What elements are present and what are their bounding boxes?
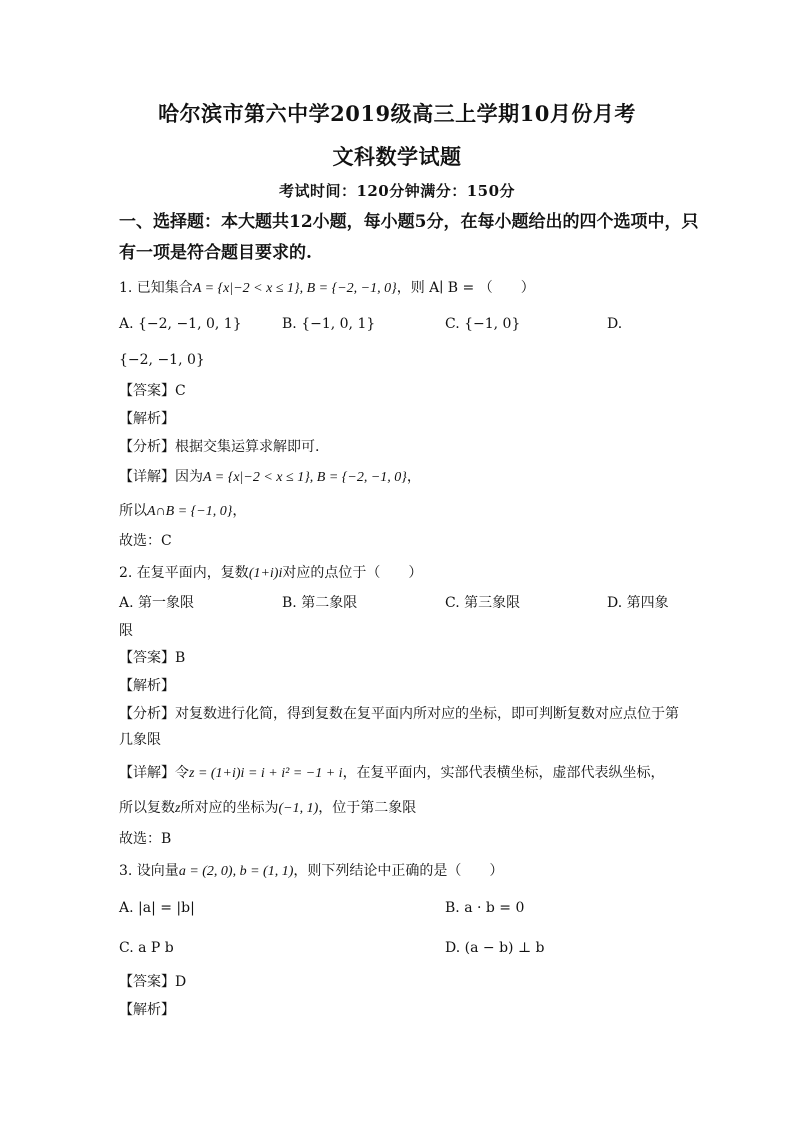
exam-info: 考试时间：120分钟满分：150分 (278, 182, 516, 200)
q2-stem (119, 563, 422, 584)
q2-detail-math: z = (1+i)i = i + i² = −1 + i (189, 766, 343, 781)
q1-detail-line2-math: A∩B = {−1, 0} (147, 504, 233, 519)
q2-detail-suffix: ，在复平面内，实部代表横坐标，虚部代表纵坐标， (342, 765, 665, 781)
q1-option-d: D. (607, 316, 623, 332)
q2-detail (119, 763, 665, 784)
q2-option-b: B. 第二象限 (282, 595, 358, 611)
q1-option-b: B. {−1, 0, 1} (282, 316, 376, 332)
q2-fenxi-line2: 几象限 (119, 732, 161, 748)
q1-option-c: C. {−1, 0} (445, 316, 521, 332)
q3-stem (119, 861, 503, 882)
q3-stem-suffix: ，则下列结论中正确的是（ ） (293, 863, 504, 879)
q1-detail (119, 467, 421, 488)
q3-option-b: B. a · b = 0 (445, 900, 525, 916)
section-heading-line1: 一、选择题：本大题共12小题，每小题5分，在每小题给出的四个选项中，只 (119, 212, 699, 232)
q1-stem-suffix: ，则 A∣ B = （ ） (396, 280, 535, 296)
q2-detail-line2-z: z (175, 801, 181, 816)
q3-option-a: A. |a| = |b| (119, 900, 195, 916)
q2-fenxi-line1: 【分析】对复数进行化简，得到复数在复平面内所对应的坐标，即可判断复数对应点位于第 (119, 706, 679, 722)
q2-stem-suffix: 对应的点位于（ ） (282, 565, 423, 581)
q2-detail-line2-prefix: 所以复数 (119, 800, 175, 816)
q1-conclusion: 故选：C (119, 533, 172, 549)
section-heading-line2: 有一项是符合题目要求的. (119, 243, 312, 263)
q3-stem-math: a = (2, 0), b = (1, 1) (178, 864, 294, 879)
document-subtitle: 文科数学试题 (332, 144, 462, 169)
q1-detail-suffix: ， (406, 469, 421, 485)
q1-stem-math: A = {x|−2 < x ≤ 1}, B = {−2, −1, 0} (192, 281, 397, 296)
q2-option-a: A. 第一象限 (119, 595, 195, 611)
q1-detail-line2-suffix: ， (232, 503, 247, 519)
q2-detail-line2 (119, 798, 416, 819)
q1-detail-line2-prefix: 所以 (119, 503, 147, 519)
q1-detail-prefix: 【详解】因为 (119, 469, 203, 485)
q2-stem-math: (1+i)i (248, 566, 283, 581)
q3-answer: 【答案】D (119, 974, 187, 990)
q2-detail-line2-math: (−1, 1) (278, 801, 319, 816)
q2-stem-prefix: 2. 在复平面内，复数 (119, 565, 249, 581)
q2-option-d: D. 第四象 (607, 595, 669, 611)
q3-stem-prefix: 3. 设向量 (119, 863, 179, 879)
q1-analysis-label: 【解析】 (119, 411, 175, 427)
q2-detail-prefix: 【详解】令 (119, 765, 189, 781)
q2-detail-line2-suffix: ，位于第二象限 (318, 800, 417, 816)
q1-option-d-value: {−2, −1, 0} (119, 352, 205, 368)
q1-stem (119, 278, 535, 299)
q2-detail-line2-mid: 所对应的坐标为 (180, 800, 279, 816)
q3-option-d: D. (a − b) ⊥ b (445, 940, 545, 956)
q3-analysis-label: 【解析】 (119, 1002, 175, 1018)
q1-detail-line2 (119, 501, 246, 522)
q2-analysis-label: 【解析】 (119, 678, 175, 694)
q2-conclusion: 故选：B (119, 831, 172, 847)
q2-option-d-cont: 限 (119, 623, 133, 639)
q2-option-c: C. 第三象限 (445, 595, 521, 611)
q1-answer: 【答案】C (119, 383, 186, 399)
q1-stem-prefix: 1. 已知集合 (119, 280, 193, 296)
q2-answer: 【答案】B (119, 650, 186, 666)
q1-fenxi: 【分析】根据交集运算求解即可. (119, 439, 320, 455)
q1-detail-math: A = {x|−2 < x ≤ 1}, B = {−2, −1, 0} (203, 470, 407, 485)
document-title: 哈尔滨市第六中学2019级高三上学期10月份月考 (158, 101, 636, 126)
q1-option-a: A. {−2, −1, 0, 1} (119, 316, 242, 332)
q3-option-c: C. a P b (119, 940, 174, 956)
